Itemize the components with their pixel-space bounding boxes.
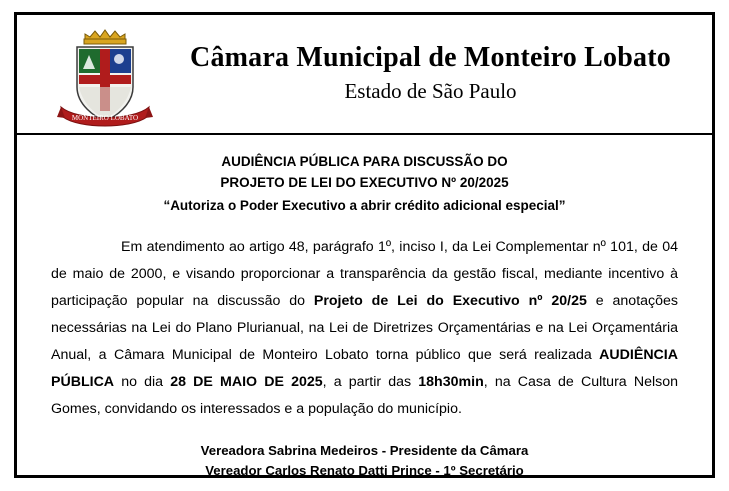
municipal-coat-of-arms-icon	[55, 25, 155, 133]
paragraph-bold-2: AUDIÊNCIA PÚBLICA	[51, 347, 678, 390]
notice-heading	[51, 151, 678, 216]
document-header	[17, 15, 712, 133]
document-body	[17, 135, 712, 491]
paragraph-part-2: e anotações necessárias na Lei do Plano Plurianual, na Lei de Diretrizes Orçamentárias e na Lei Orçamentária Anual, a Câmara Municipal de Monteiro Lobato torna público que será realizada	[51, 293, 678, 363]
paragraph-bold-4: 18h30min	[418, 374, 484, 390]
paragraph-bold-3: 28 DE MAIO DE 2025	[170, 374, 323, 390]
header-text-block	[167, 41, 694, 105]
document-frame	[14, 12, 715, 478]
paragraph-part-5: , na Casa de Cultura Nelson Gomes, convidando os interessados e a população do município.	[51, 374, 678, 417]
page-title: Câmara Municipal de Monteiro Lobato	[190, 42, 671, 73]
signature-president: Vereadora Sabrina Medeiros - Presidente da Câmara	[200, 443, 529, 458]
paragraph-part-1: Em atendimento ao artigo 48, parágrafo 1º, inciso I, da Lei Complementar nº 101, de 04 de maio de 2000, e visando proporcionar a transparência da gestão fiscal, mediante incentivo à participação popular na discussão do	[51, 239, 678, 309]
notice-line-3: “Autoriza o Poder Executivo a abrir crédito adicional especial”	[163, 198, 566, 213]
notice-line-1: AUDIÊNCIA PÚBLICA PARA DISCUSSÃO DO	[221, 154, 508, 169]
page-subtitle: Estado de São Paulo	[344, 79, 517, 103]
paragraph-bold-1: Projeto de Lei do Executivo nº 20/25	[313, 293, 587, 309]
paragraph-part-3: no dia	[114, 374, 171, 390]
svg-text:MONTEIRO LOBATO: MONTEIRO LOBATO	[71, 114, 139, 122]
paragraph-part-4: , a partir das	[322, 374, 419, 390]
signature-block	[51, 441, 678, 481]
signature-secretary: Vereador Carlos Renato Datti Prince - 1º Secretário	[205, 463, 524, 478]
notice-line-2: PROJETO DE LEI DO EXECUTIVO Nº 20/2025	[220, 175, 509, 190]
body-paragraph	[51, 234, 678, 423]
